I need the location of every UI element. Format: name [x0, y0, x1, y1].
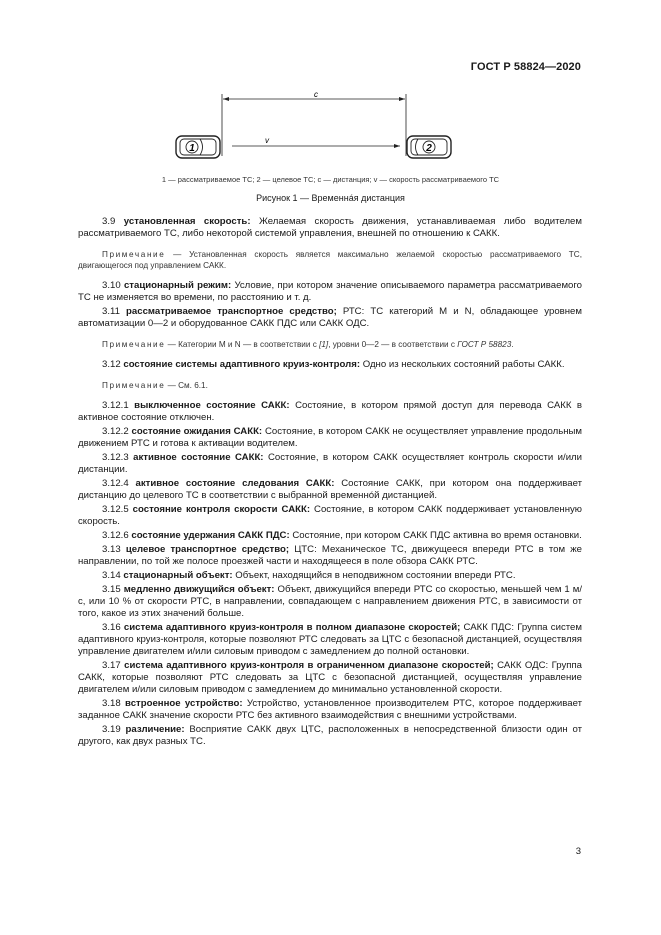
clause-term: состояние удержания САКК ПДС:	[131, 530, 290, 541]
note-3-9	[78, 249, 582, 271]
figure-time-gap	[170, 90, 470, 170]
clause-text: Восприятие САКК двух ЦТС, расположенных в непосредственной близости один от другого, как двух разных ТС.	[78, 724, 583, 747]
clause-3-15	[78, 584, 582, 620]
clause-text: Желаемая скорость движения, устанавливаемая либо водителем рассматриваемого ТС, либо некоторой системой управления, внешней по отношению к САКК.	[78, 216, 582, 239]
clause-term: встроенное устройство:	[125, 698, 243, 709]
note-label: Примечание	[102, 250, 166, 259]
note-3-11	[78, 339, 582, 350]
clause-term: стационарный объект:	[123, 570, 233, 581]
clause-text: Состояние, при котором САКК ПДС активна во время остановки.	[292, 530, 582, 541]
note-label: Примечание	[102, 340, 166, 349]
standard-header: ГОСТ Р 58824—2020	[470, 61, 581, 73]
clause-term: активное состояние следования САКК:	[135, 478, 335, 489]
clause-3-10	[78, 280, 582, 304]
reference-link: [1]	[319, 340, 329, 349]
reference-link: ГОСТ Р 58823	[457, 340, 512, 349]
clause-text: ЦТС: Механическое ТС, движущееся впереди РТС в том же направлении, по той же полосе проезжей части и находящееся в поле обзора САКК РТС.	[78, 544, 582, 567]
note-text: , уровни 0—2 — в соответствии с	[328, 340, 458, 349]
clause-3-12-6	[78, 530, 582, 542]
clause-number: 3.12	[102, 359, 121, 370]
speed-arrow-icon	[394, 144, 400, 148]
clause-number: 3.11	[102, 306, 120, 317]
clause-text: Объект, движущийся впереди РТС со скоростью, меньшей чем 1 м/с, или 10 % от скорости РТС, в направлении, совпадающем с направлением движения РТС, в зависимости от того, какое из этих значений больше.	[78, 584, 582, 619]
note-text: — Установленная скорость является максимально желаемой скоростью рассматриваемого ТС, двигающегося под управлением САКК.	[78, 250, 582, 270]
note-text: — См. 6.1.	[167, 381, 208, 390]
clause-term: стационарный режим:	[123, 280, 232, 291]
figure-caption: Рисунок 1 — Временнáя дистанция	[256, 193, 405, 203]
clause-text: Условие, при котором значение описываемого параметра рассматриваемого ТС не изменяется во времени, по расстоянию и т. д.	[78, 280, 583, 303]
clause-term: система адаптивного круиз-контроля в полном диапазоне скоростей;	[123, 622, 461, 633]
speed-label: v	[265, 136, 269, 145]
clause-text: Устройство, установленное производителем РТС, которое поддерживает заданное САКК значение скорости РТС без активного взаимодействия с внешними устройствами.	[78, 698, 583, 721]
clause-number: 3.9	[102, 216, 116, 227]
clause-number: 3.17	[102, 660, 121, 671]
vehicle-1-number: 1	[189, 143, 195, 154]
clause-3-19	[78, 724, 582, 748]
clause-term: состояние ожидания САКК:	[131, 426, 263, 437]
clause-3-14	[78, 570, 582, 582]
clause-term: система адаптивного круиз-контроля в ограниченном диапазоне скоростей;	[124, 660, 494, 671]
clause-number: 3.10	[102, 280, 121, 291]
distance-label: c	[314, 90, 318, 99]
page-number: 3	[575, 846, 581, 857]
clause-number: 3.13	[102, 544, 121, 555]
clause-3-12-3	[78, 452, 582, 476]
clause-text: РТС: ТС категорий M и N, обладающее уровнем автоматизации 0—2 и оборудованное САКК ПДС или САКК ОДС.	[78, 306, 582, 329]
clause-number: 3.12.5	[102, 504, 129, 515]
clause-number: 3.15	[102, 584, 121, 595]
clause-3-9	[78, 216, 582, 240]
note-text: — Категории M и N — в соответствии с	[167, 340, 320, 349]
clause-3-18	[78, 698, 582, 722]
vehicle-1-icon	[176, 136, 220, 158]
clause-text: Состояние, в котором САКК осуществляет контроль скорости и/или дистанции.	[78, 452, 583, 475]
clause-3-16	[78, 622, 582, 658]
note-label: Примечание	[102, 381, 166, 390]
clause-number: 3.16	[102, 622, 121, 633]
clause-term: различение:	[125, 724, 185, 735]
clause-text: Объект, находящийся в неподвижном состоянии впереди РТС.	[235, 570, 516, 581]
distance-arrow-right-icon	[399, 97, 405, 101]
clause-number: 3.14	[102, 570, 121, 581]
distance-arrow-left-icon	[223, 97, 229, 101]
clause-text: Состояние САКК, при котором она поддерживает дистанцию до целевого ТС в соответствии с выбранной временнóй дистанцией.	[78, 478, 582, 501]
note-3-12	[78, 380, 582, 391]
note-text: .	[511, 340, 514, 349]
document-body	[78, 216, 582, 748]
clause-text: САКК ОДС: Группа САКК, которые позволяют РТС следовать за ЦТС с безопасной дистанцией, осуществляя управление двигателем и/или силовым приводом с замедлением до минимально установленной скорости.	[78, 660, 583, 695]
clause-3-12-2	[78, 426, 582, 450]
clause-text: Одно из нескольких состояний работы САКК.	[362, 359, 565, 370]
clause-3-13	[78, 544, 582, 568]
clause-number: 3.12.1	[102, 400, 129, 411]
clause-3-12-4	[78, 478, 582, 502]
vehicle-2-number: 2	[426, 143, 432, 154]
clause-3-12-1	[78, 400, 582, 424]
clause-number: 3.12.6	[102, 530, 129, 541]
clause-term: состояние системы адаптивного круиз-контроля:	[123, 359, 361, 370]
clause-text: Состояние, в котором САКК поддерживает установленную скорость.	[78, 504, 582, 527]
clause-number: 3.12.4	[102, 478, 129, 489]
clause-number: 3.19	[102, 724, 121, 735]
clause-term: состояние контроля скорости САКК:	[132, 504, 311, 515]
clause-3-12	[78, 359, 582, 371]
clause-text: Состояние, в котором прямой доступ для перевода САКК в активное состояние отключен.	[78, 400, 582, 423]
clause-term: установленная скорость:	[123, 216, 251, 227]
clause-term: активное состояние САКК:	[133, 452, 264, 463]
clause-3-17	[78, 660, 582, 696]
clause-number: 3.12.3	[102, 452, 129, 463]
figure-diagram	[170, 90, 470, 170]
figure-legend: 1 — рассматриваемое ТС; 2 — целевое ТС; c — дистанция; v — скорость рассматриваемого ТС	[161, 175, 500, 184]
clause-text: Состояние, в котором САКК не осуществляет управление продольным движением РТС и готова к активации водителем.	[78, 426, 582, 449]
clause-term: медленно движущийся объект:	[123, 584, 275, 595]
clause-number: 3.12.2	[102, 426, 129, 437]
clause-term: рассматриваемое транспортное средство;	[126, 306, 337, 317]
clause-term: выключенное состояние САКК:	[134, 400, 290, 411]
clause-term: целевое транспортное средство;	[125, 544, 290, 555]
clause-3-12-5	[78, 504, 582, 528]
clause-3-11	[78, 306, 582, 330]
clause-text: САКК ПДС: Группа систем адаптивного круиз-контроля, которые позволяют РТС следовать за ЦТС с безопасной дистанцией, осуществляя управление двигателем и/или силовым приводом с замедлением до полной остановки.	[78, 622, 582, 657]
clause-number: 3.18	[102, 698, 121, 709]
